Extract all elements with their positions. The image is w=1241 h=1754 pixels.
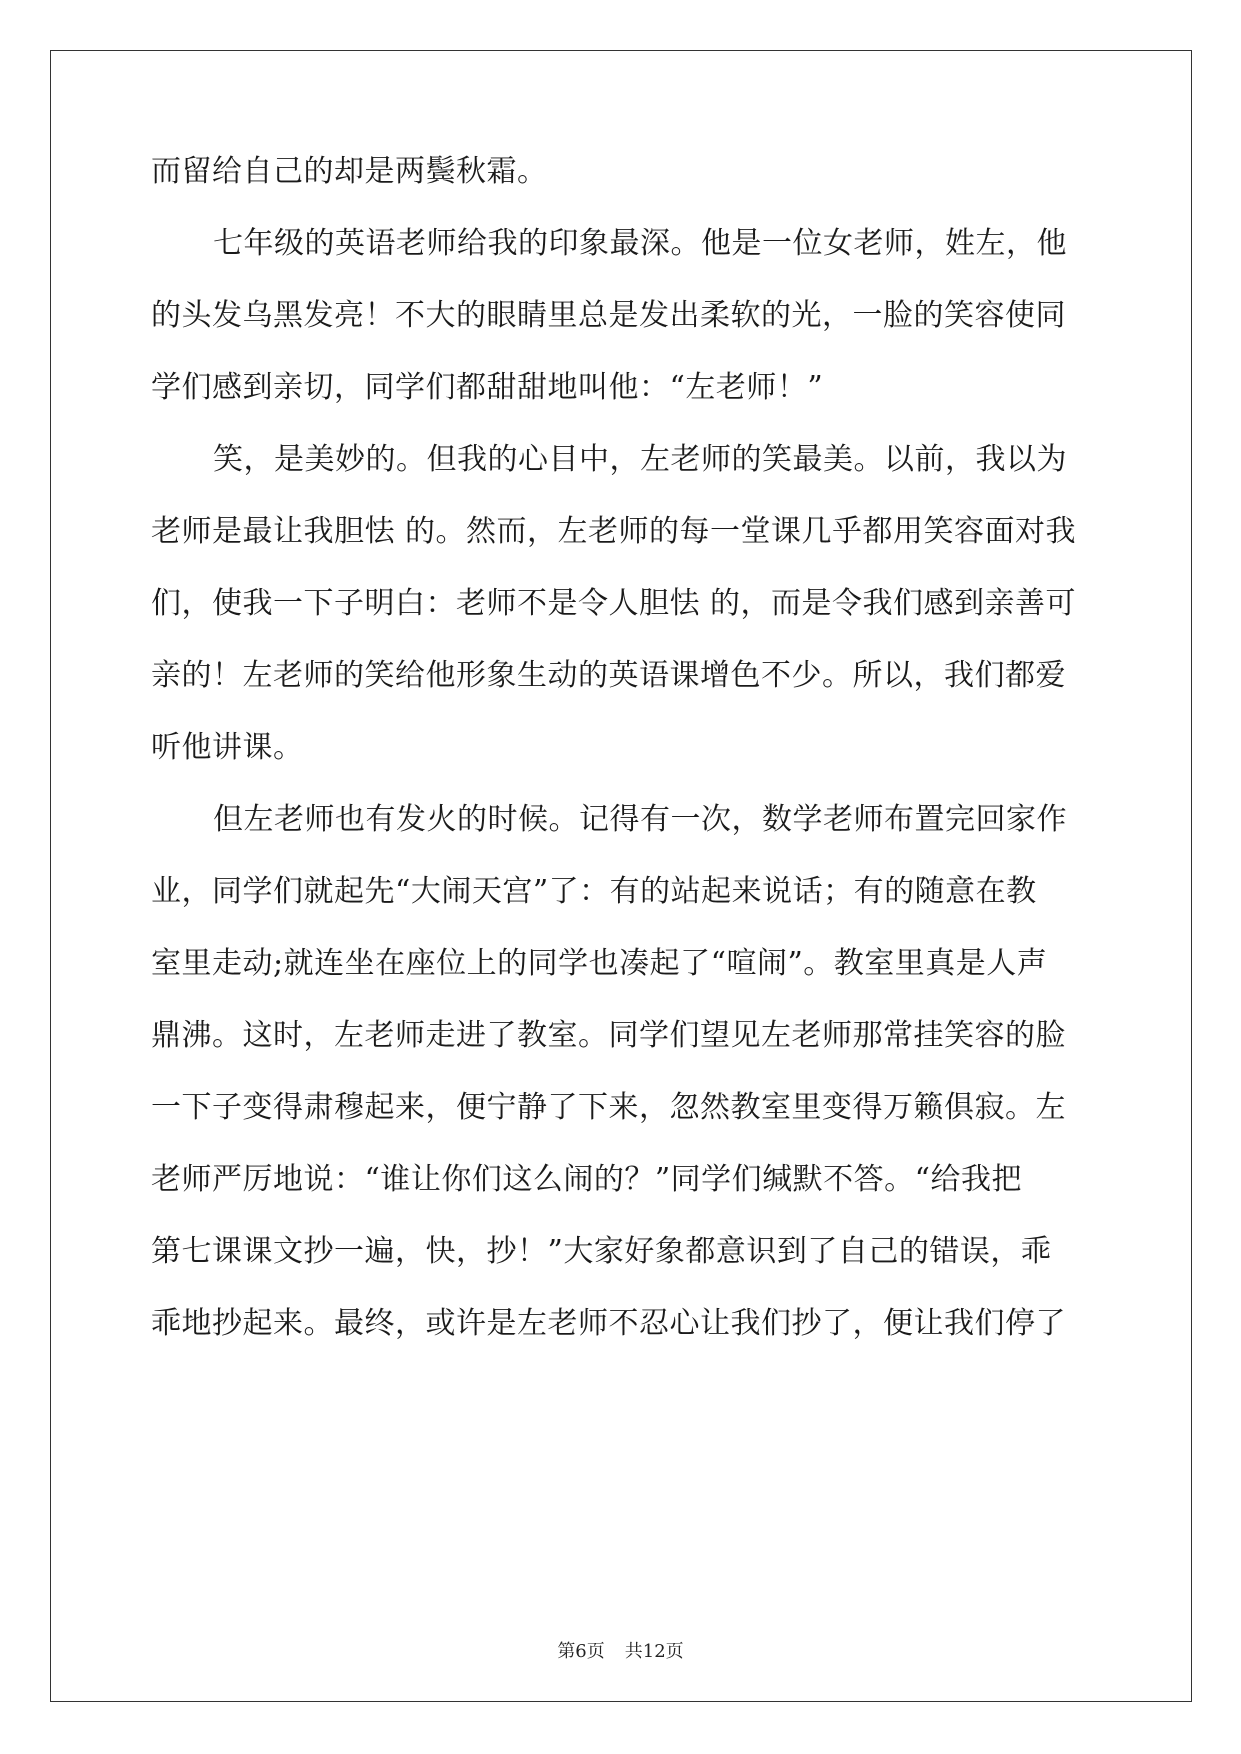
- page-footer: [0, 1640, 1241, 1664]
- text-line: 而留给自己的却是两鬓秋霜。: [151, 154, 548, 189]
- text-line: 们，使我一下子明白：老师不是令人胆怯 的，而是令我们感到亲善可: [151, 586, 1077, 621]
- text-line: 笑，是美妙的。但我的心目中，左老师的笑最美。以前，我以为: [213, 442, 1067, 477]
- text-line: 业，同学们就起先“大闹天宫”了：有的站起来说话；有的随意在教: [151, 874, 1037, 909]
- text-line: 但左老师也有发火的时候。记得有一次，数学老师布置完回家作: [213, 802, 1067, 837]
- text-line: 老师是最让我胆怯 的。然而，左老师的每一堂课几乎都用笑容面对我: [151, 514, 1077, 549]
- page-number: 第6页: [557, 1641, 605, 1662]
- text-line: 学们感到亲切，同学们都甜甜地叫他：“左老师！”: [151, 370, 824, 405]
- text-line: 亲的！左老师的笑给他形象生动的英语课增色不少。所以，我们都爱: [151, 658, 1066, 693]
- text-line: 老师严厉地说：“谁让你们这么闹的？”同学们缄默不答。“给我把: [151, 1162, 1023, 1197]
- page-total: 共12页: [624, 1641, 684, 1662]
- text-line: 鼎沸。这时，左老师走进了教室。同学们望见左老师那常挂笑容的脸: [151, 1018, 1066, 1053]
- text-line: 七年级的英语老师给我的印象最深。他是一位女老师，姓左，他: [213, 226, 1067, 261]
- text-line: 第七课课文抄一遍，快，抄！”大家好象都意识到了自己的错误，乖: [151, 1234, 1052, 1269]
- text-line: 室里走动;就连坐在座位上的同学也凑起了“喧闹”。教室里真是人声: [151, 946, 1048, 981]
- text-line: 听他讲课。: [151, 730, 304, 765]
- text-line: 的头发乌黑发亮！不大的眼睛里总是发出柔软的光，一脸的笑容使同: [151, 298, 1066, 333]
- text-line: 乖地抄起来。最终，或许是左老师不忍心让我们抄了，便让我们停了: [151, 1306, 1066, 1341]
- text-line: 一下子变得肃穆起来，便宁静了下来，忽然教室里变得万籁俱寂。左: [151, 1090, 1066, 1125]
